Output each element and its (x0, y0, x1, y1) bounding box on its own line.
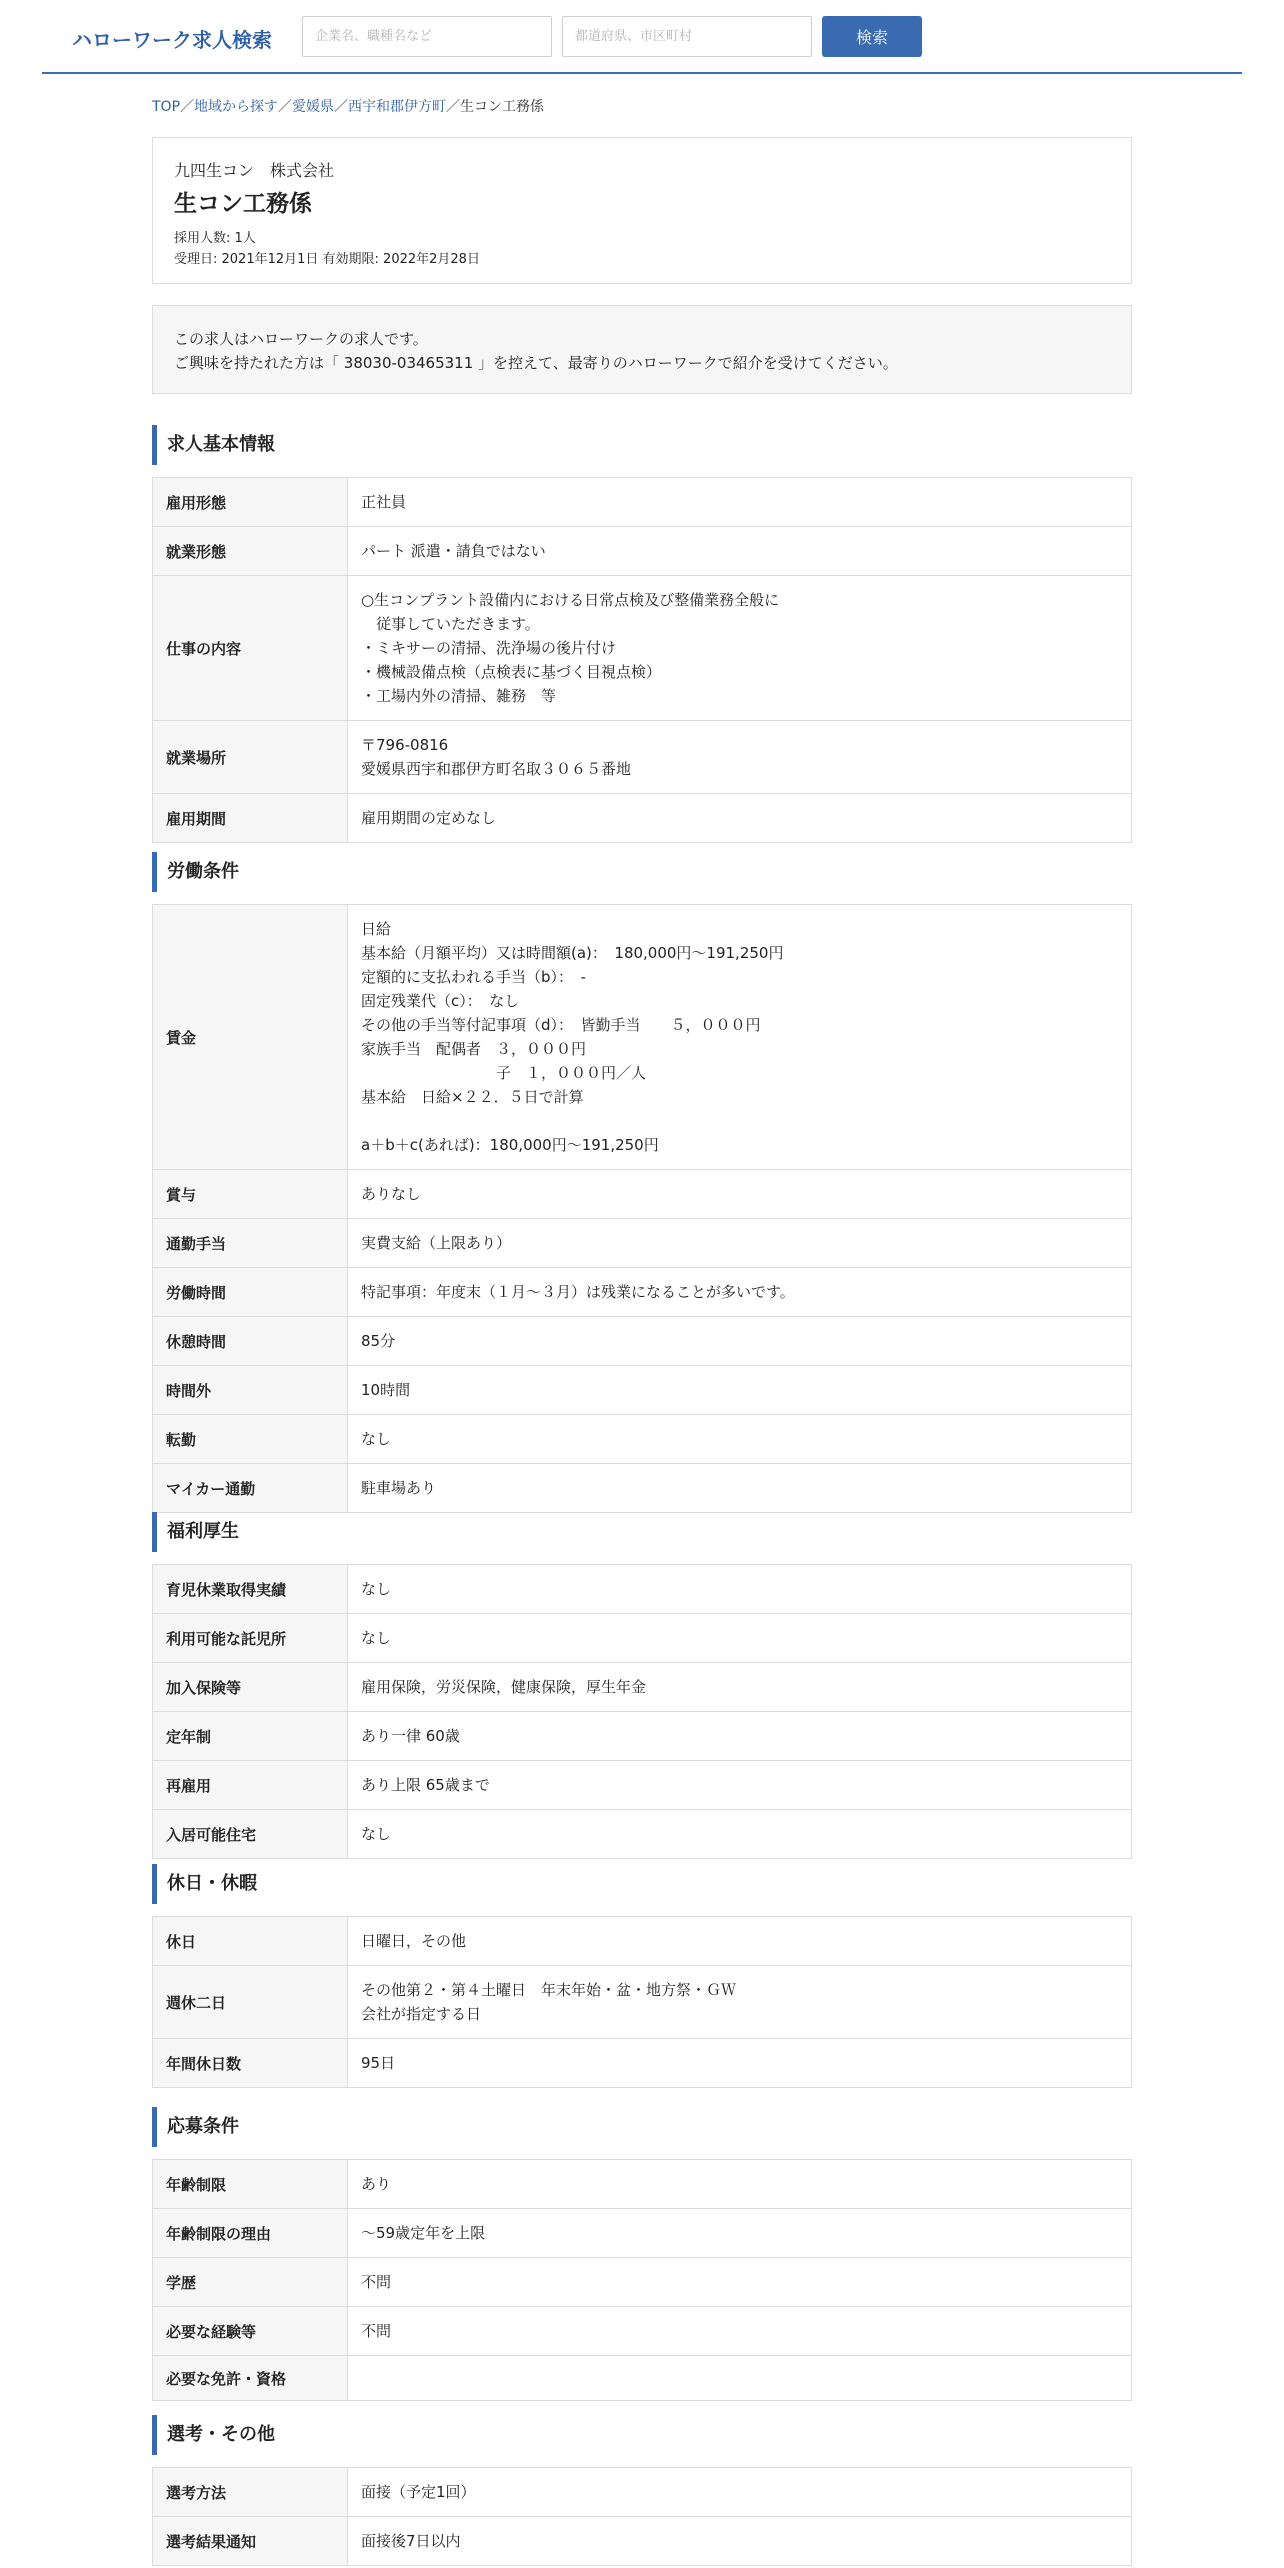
section-title: 応募条件 (152, 2107, 239, 2147)
section-title: 休日・休暇 (152, 1864, 257, 1904)
field-value: なし (348, 1614, 1132, 1663)
field-value: 日曜日，その他 (348, 1917, 1132, 1966)
field-label: 選考結果通知 (153, 2517, 348, 2566)
field-value: 実費支給（上限あり） (348, 1219, 1132, 1268)
table-row (153, 1712, 1132, 1761)
field-label: 雇用期間 (153, 794, 348, 843)
info-table (152, 904, 1132, 1513)
field-label: 必要な経験等 (153, 2307, 348, 2356)
field-label: 選考方法 (153, 2468, 348, 2517)
breadcrumb-town-link[interactable]: 西宇和郡伊方町 (348, 99, 447, 115)
area-search-input[interactable] (562, 16, 812, 57)
field-label: 転勤 (153, 1415, 348, 1464)
section-title: 福利厚生 (152, 1512, 239, 1552)
hellowork-notice (152, 305, 1132, 394)
site-header (42, 0, 1242, 74)
table-row (153, 576, 1132, 721)
posting-dates: 受理日: 2021年12月1日 有効期限: 2022年2月28日 (174, 252, 480, 267)
section-title: 労働条件 (152, 852, 239, 892)
field-label: 就業形態 (153, 527, 348, 576)
table-row (153, 1917, 1132, 1966)
field-value: その他第２・第４土曜日 年末年始・盆・地方祭・ＧＷ 会社が指定する日 (348, 1966, 1132, 2039)
field-label: 必要な免許・資格 (153, 2356, 348, 2401)
field-label: 年齢制限の理由 (153, 2209, 348, 2258)
table-row (153, 1966, 1132, 2039)
field-label: 仕事の内容 (153, 576, 348, 721)
field-value: あり上限 65歳まで (348, 1761, 1132, 1810)
table-row (153, 2039, 1132, 2088)
table-row (153, 794, 1132, 843)
field-label: 時間外 (153, 1366, 348, 1415)
field-label: 年齢制限 (153, 2160, 348, 2209)
field-value: 特記事項：年度末（１月～３月）は残業になることが多いです。 (348, 1268, 1132, 1317)
field-label: 賞与 (153, 1170, 348, 1219)
field-label: 入居可能住宅 (153, 1810, 348, 1859)
keyword-search-input[interactable] (302, 16, 552, 57)
field-value: 雇用保険，労災保険，健康保険，厚生年金 (348, 1663, 1132, 1712)
breadcrumb-separator: ／ (334, 99, 349, 115)
table-row (153, 2209, 1132, 2258)
field-value: あり (348, 2160, 1132, 2209)
table-row (153, 1663, 1132, 1712)
notice-line: ご興味を持たれた方は「 38030-03465311 」を控えて、最寄りのハローワークで紹介を受けてください。 (174, 354, 898, 372)
job-title: 生コン工務係 (174, 191, 312, 217)
table-row (153, 2517, 1132, 2566)
field-value: 面接後7日以内 (348, 2517, 1132, 2566)
field-label: 休日 (153, 1917, 348, 1966)
table-row (153, 2356, 1132, 2401)
field-value: 日給 基本給（月額平均）又は時間額(a)： 180,000円〜191,250円 定額的に支払われる手当（b）： - 固定残業代（c）： なし その他の手当等付記事項（d）： 皆勤手当 ５，０００円 家族手当 配偶者 ３，０００円 子 １，０００円／人 基本給 日給×２２．５日で計算 a＋b＋c(あれば)：180,000円〜191,250円 (348, 905, 1132, 1170)
field-label: 通勤手当 (153, 1219, 348, 1268)
breadcrumb-prefecture-link[interactable]: 愛媛県 (292, 99, 335, 115)
field-label: 年間休日数 (153, 2039, 348, 2088)
field-label: 利用可能な託児所 (153, 1614, 348, 1663)
table-row (153, 1614, 1132, 1663)
field-value: 95日 (348, 2039, 1132, 2088)
field-value: 正社員 (348, 478, 1132, 527)
breadcrumb-current: 生コン工務係 (460, 99, 545, 115)
field-value: 雇用期間の定めなし (348, 794, 1132, 843)
field-value: あり一律 60歳 (348, 1712, 1132, 1761)
field-value: 10時間 (348, 1366, 1132, 1415)
field-value: 不問 (348, 2307, 1132, 2356)
table-row (153, 1170, 1132, 1219)
search-button[interactable]: 検索 (822, 16, 922, 57)
field-label: 賃金 (153, 905, 348, 1170)
field-label: 定年制 (153, 1712, 348, 1761)
table-row (153, 1761, 1132, 1810)
field-value: なし (348, 1810, 1132, 1859)
table-row (153, 1268, 1132, 1317)
breadcrumb-separator: ／ (180, 99, 195, 115)
field-label: 再雇用 (153, 1761, 348, 1810)
breadcrumb-separator: ／ (446, 99, 461, 115)
table-row (153, 1565, 1132, 1614)
field-label: 学歴 (153, 2258, 348, 2307)
field-label: 休憩時間 (153, 1317, 348, 1366)
field-value: 駐車場あり (348, 1464, 1132, 1513)
job-summary-card (152, 137, 1132, 284)
field-value: 面接（予定1回） (348, 2468, 1132, 2517)
field-value (348, 2356, 1132, 2401)
table-row (153, 1366, 1132, 1415)
table-row (153, 2307, 1132, 2356)
info-table (152, 477, 1132, 843)
info-table (152, 1916, 1132, 2088)
field-label: 加入保険等 (153, 1663, 348, 1712)
table-row (153, 1219, 1132, 1268)
info-table (152, 2159, 1132, 2401)
breadcrumb-top-link[interactable]: TOP (152, 99, 181, 115)
info-table (152, 2467, 1132, 2566)
table-row (153, 527, 1132, 576)
field-label: 就業場所 (153, 721, 348, 794)
field-label: 労働時間 (153, 1268, 348, 1317)
company-name: 九四生コン 株式会社 (174, 161, 335, 180)
field-value: なし (348, 1415, 1132, 1464)
table-row (153, 1415, 1132, 1464)
field-value: ありなし (348, 1170, 1132, 1219)
table-row (153, 1810, 1132, 1859)
table-row (153, 721, 1132, 794)
table-row (153, 905, 1132, 1170)
openings-count: 採用人数: 1人 (174, 231, 256, 246)
table-row (153, 2468, 1132, 2517)
breadcrumb-region-link[interactable]: 地域から探す (194, 99, 279, 115)
notice-line: この求人はハローワークの求人です。 (174, 330, 428, 348)
section-title: 選考・その他 (152, 2415, 275, 2455)
table-row (153, 2160, 1132, 2209)
breadcrumb-separator: ／ (278, 99, 293, 115)
table-row (153, 1464, 1132, 1513)
field-label: 育児休業取得実績 (153, 1565, 348, 1614)
info-table (152, 1564, 1132, 1859)
field-value: 〜59歳定年を上限 (348, 2209, 1132, 2258)
table-row (153, 1317, 1132, 1366)
table-row (153, 2258, 1132, 2307)
field-value: 不問 (348, 2258, 1132, 2307)
field-value: パート 派遣・請負ではない (348, 527, 1132, 576)
field-value: ○生コンプラント設備内における日常点検及び整備業務全般に 従事していただきます。 ・ミキサーの清掃、洗浄場の後片付け ・機械設備点検（点検表に基づく目視点検） ・工場内外の清掃、雑務 等 (348, 576, 1132, 721)
field-label: 雇用形態 (153, 478, 348, 527)
field-value: 85分 (348, 1317, 1132, 1366)
field-value: 〒796-0816 愛媛県西宇和郡伊方町名取３０６５番地 (348, 721, 1132, 794)
section-title: 求人基本情報 (152, 425, 275, 465)
table-row (153, 478, 1132, 527)
field-label: 週休二日 (153, 1966, 348, 2039)
field-value: なし (348, 1565, 1132, 1614)
breadcrumb (152, 96, 544, 116)
site-logo[interactable]: ハローワーク求人検索 (72, 28, 272, 52)
field-label: マイカー通勤 (153, 1464, 348, 1513)
